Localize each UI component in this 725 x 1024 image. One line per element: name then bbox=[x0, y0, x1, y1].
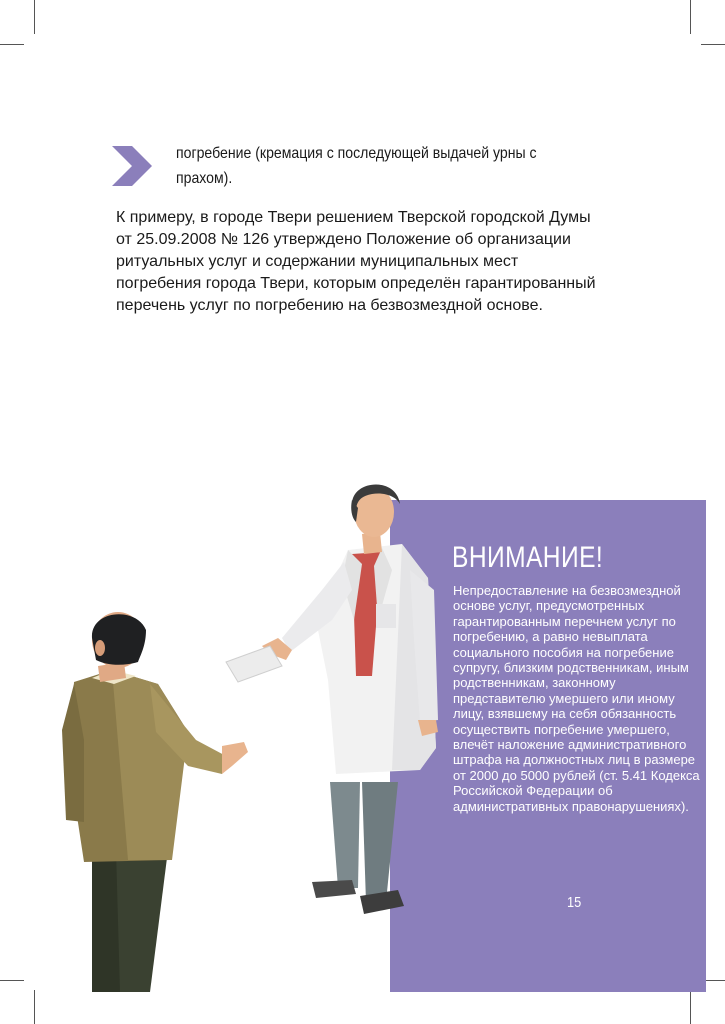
page-number: 15 bbox=[567, 894, 582, 911]
chevron-right-icon bbox=[112, 146, 152, 186]
warning-text: Непредоставление на безвозмездной основе услуг, предусмотренных гарантированным перечнем услуг по погребению, а равно невыплата социального пособия на погребение супругу, близким родственникам, иным родственникам, законному представителю умершего или иному лицу, взявшему на себя обязанность осуществить погребение умершего, влечёт наложение административного штрафа на должностных лиц в размере от 2000 до 5000 рублей (ст. 5.41 Кодекса Российской Федерации об административных правонарушениях). bbox=[453, 583, 700, 814]
doctor-and-visitor-illustration bbox=[0, 470, 460, 1000]
warning-title: ВНИМАНИЕ! bbox=[452, 541, 604, 574]
crop-mark-top-left-h bbox=[0, 44, 24, 45]
bullet-text: погребение (кремация с последующей выдачей урны с прахом). bbox=[176, 145, 537, 187]
crop-mark-top-right-h bbox=[701, 44, 725, 45]
crop-mark-top-right-v bbox=[690, 0, 691, 34]
crop-mark-bottom-right-v bbox=[690, 990, 691, 1024]
body-paragraph: К примеру, в городе Твери решением Тверской городской Думы от 25.09.2008 № 126 утверждено Положение об организации ритуальных услуг и содержании муниципальных мест погребения города Твери, которым определён гарантированный перечень услуг по погребению на безвозмездной основе. bbox=[116, 209, 596, 314]
doctor-figure bbox=[226, 484, 438, 914]
crop-mark-top-left-v bbox=[34, 0, 35, 34]
visitor-figure bbox=[62, 612, 248, 992]
